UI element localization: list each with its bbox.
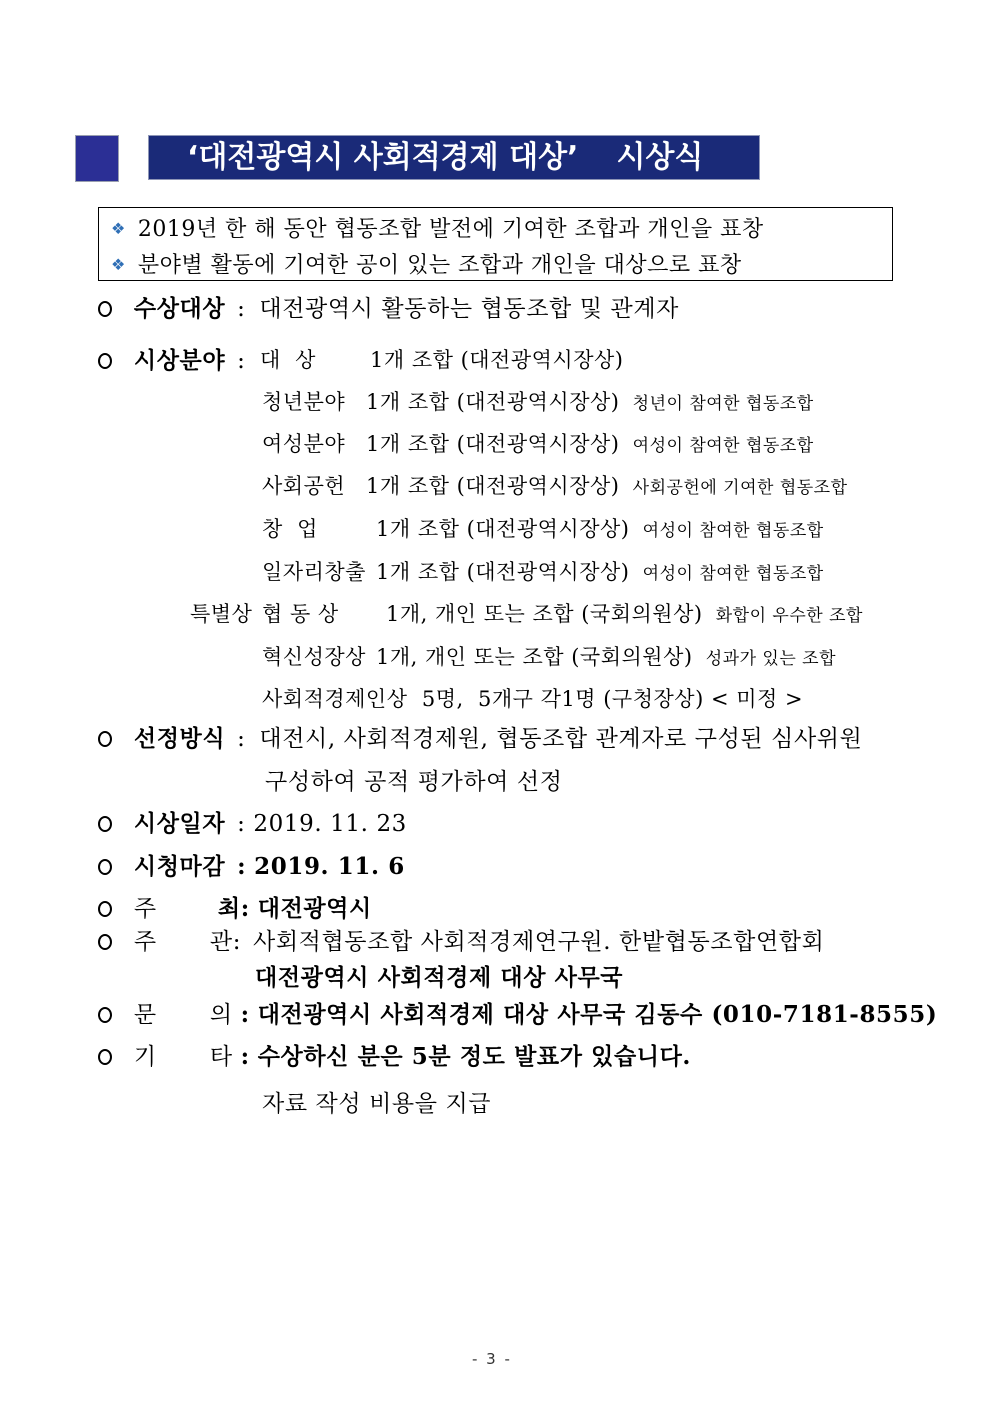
page-number: - 3 - xyxy=(472,1350,512,1368)
special-award-label: 특별상 xyxy=(190,602,253,626)
special-award-row: 혁신성장상 1개, 개인 또는 조합 (국회의원상) 성과가 있는 조합 xyxy=(262,645,837,669)
circle-bullet-icon xyxy=(98,1049,112,1065)
circle-bullet-icon xyxy=(98,731,112,747)
award-row: 창 업 1개 조합 (대전광역시장상) 여성이 참여한 협동조합 xyxy=(262,517,824,541)
item-fields-heading: 시상분야 : xyxy=(98,342,245,375)
circle-bullet-icon xyxy=(98,301,112,317)
circle-bullet-icon xyxy=(98,901,112,917)
summary-box xyxy=(98,207,893,281)
item-etc-line2: 자료 작성 비용을 지급 xyxy=(262,1091,492,1117)
item-inquiry: 문 의 : 대전광역시 사회적경제 대상 사무국 김동수 (010-7181-8555) xyxy=(98,996,937,1029)
award-row: 대 상 1개 조합 (대전광역시장상) xyxy=(260,348,624,372)
diamond-bullet-icon: ❖ xyxy=(111,219,126,238)
diamond-bullet-icon: ❖ xyxy=(111,255,126,274)
page-title-suffix: 시상식 xyxy=(616,140,704,175)
item-selection-line2: 구성하여 공적 평가하여 선정 xyxy=(265,769,563,795)
item-deadline: 시청마감 : 2019. 11. 6 xyxy=(98,848,405,881)
circle-bullet-icon xyxy=(98,816,112,832)
circle-bullet-icon xyxy=(98,1007,112,1023)
circle-bullet-icon xyxy=(98,353,112,369)
title-decor-square xyxy=(75,135,119,182)
circle-bullet-icon xyxy=(98,934,112,950)
special-award-row: 특별상 협 동 상 1개, 개인 또는 조합 (국회의원상) 화합이 우수한 조합 xyxy=(190,598,863,628)
item-organizer: 주 관: 사회적협동조합 사회적경제연구원. 한밭협동조합연합회 xyxy=(98,923,824,956)
summary-line: ❖ 2019년 한 해 동안 협동조합 발전에 기여한 조합과 개인을 표창 xyxy=(111,217,764,242)
circle-bullet-icon xyxy=(98,859,112,875)
item-host: 주 최: 대전광역시 xyxy=(98,890,372,923)
inquiry-contact: 대전광역시 사회적경제 대상 사무국 김동수 (010-7181-8555) xyxy=(257,1001,938,1028)
item-organizer-line2: 대전광역시 사회적경제 대상 사무국 xyxy=(255,964,624,991)
award-row: 청년분야 1개 조합 (대전광역시장상) 청년이 참여한 협동조합 xyxy=(262,390,814,414)
summary-line: ❖ 분야별 활동에 기여한 공이 있는 조합과 개인을 대상으로 표창 xyxy=(111,253,742,278)
award-row: 일자리창출 1개 조합 (대전광역시장상) 여성이 참여한 협동조합 xyxy=(262,560,824,584)
page-title-main: ‘대전광역시 사회적경제 대상’ xyxy=(187,140,579,175)
item-date: 시상일자 : 2019. 11. 23 xyxy=(98,805,407,838)
item-selection: 선정방식 : 대전시, 사회적경제원, 협동조합 관계자로 구성된 심사위원 xyxy=(98,720,862,753)
item-etc: 기 타 : 수상하신 분은 5분 정도 발표가 있습니다. xyxy=(98,1038,691,1071)
page-title xyxy=(148,135,760,180)
award-row: 사회공헌 1개 조합 (대전광역시장상) 사회공헌에 기여한 협동조합 xyxy=(262,474,848,498)
award-row: 여성분야 1개 조합 (대전광역시장상) 여성이 참여한 협동조합 xyxy=(262,432,814,456)
person-award-row: 사회적경제인상 5명, 5개구 각1명 (구청장상) < 미정 > xyxy=(262,687,804,711)
item-target: 수상대상 : 대전광역시 활동하는 협동조합 및 관계자 xyxy=(98,290,679,323)
